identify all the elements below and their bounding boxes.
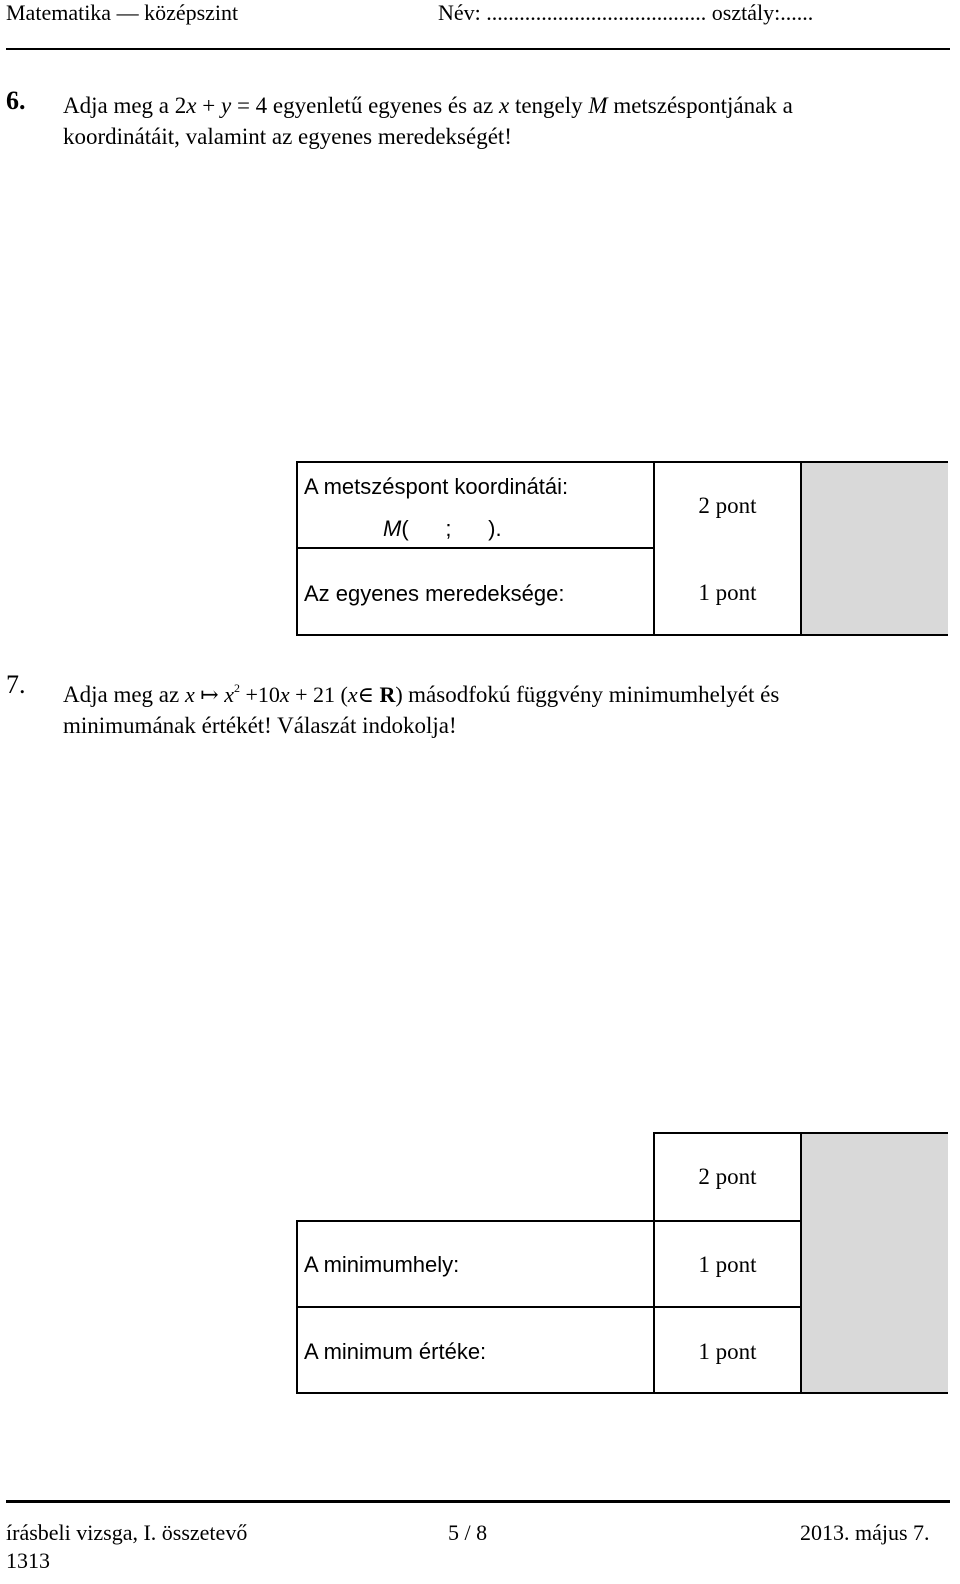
q7-score-divider	[653, 1306, 801, 1308]
header-name-class: Név: ........................................ osztály:......	[438, 0, 814, 25]
page-number: 5 / 8	[448, 1520, 488, 1545]
q6-answer-m-blank[interactable]	[383, 516, 502, 542]
q6-row-divider	[296, 547, 654, 549]
q7-score-2: 2 pont	[698, 1164, 757, 1189]
q7-text-part: Adja meg az	[63, 682, 185, 707]
q7-var-x: x	[184, 682, 195, 707]
q7-score-1a: 1 pont	[698, 1252, 757, 1277]
q6-text-part: Adja meg a 2	[63, 93, 187, 118]
question-6-line-1	[63, 90, 953, 121]
q7-formula-part: )	[395, 682, 403, 707]
q6-var-y: y	[220, 93, 232, 118]
footer-rule	[6, 1500, 950, 1503]
q6-var-x: x	[186, 93, 197, 118]
q7-row-divider	[296, 1306, 654, 1308]
question-6-number: 6.	[6, 86, 26, 115]
q7-answer-label-min-place: A minimumhely:	[304, 1252, 460, 1277]
q7-exponent: 2	[233, 681, 240, 695]
q6-var-m: M	[588, 93, 608, 118]
q6-text-part: tengely	[509, 93, 589, 118]
q7-formula	[185, 682, 408, 707]
q7-grader-box	[800, 1134, 948, 1392]
q7-text-part: másodfokú függvény minimumhelyét és	[408, 682, 780, 707]
q7-answer-label-min-value: A minimum értéke:	[304, 1339, 487, 1364]
header-subject: Matematika — középszint	[6, 0, 239, 25]
question-7-number: 7.	[6, 670, 26, 699]
element-of-icon: ∈	[357, 682, 374, 707]
q6-score-2: 2 pont	[698, 493, 757, 518]
question-6-text	[63, 90, 953, 152]
question-7-text	[63, 673, 953, 741]
q6-text-part: metszéspontjának a	[607, 93, 793, 118]
q6-text-part: +	[196, 93, 221, 118]
q7-var-x: x	[279, 682, 290, 707]
q7-var-x: x	[347, 682, 358, 707]
q6-text-part: = 4 egyenletű egyenes és az	[231, 93, 499, 118]
q6-answer-m: M	[383, 516, 402, 541]
question-7-line-1	[63, 673, 953, 710]
q6-answer-label-slope: Az egyenes meredeksége:	[304, 581, 565, 606]
question-6-line-2: koordinátáit, valamint az egyenes meredekségét!	[63, 124, 512, 149]
footer-date: 2013. május 7.	[800, 1520, 930, 1545]
q6-col-divider	[653, 461, 655, 636]
q6-var-x: x	[498, 93, 510, 118]
header-rule	[6, 48, 950, 50]
footer-exam-part: írásbeli vizsga, I. összetevő	[6, 1520, 248, 1545]
footer-code: 1313	[6, 1548, 50, 1573]
q7-reals-symbol: R	[379, 682, 396, 707]
q7-score-1b: 1 pont	[698, 1339, 757, 1364]
q6-answer-coords-blank: ( ; ).	[401, 516, 502, 541]
maps-to-icon: ↦	[200, 682, 219, 707]
q6-grader-box	[800, 463, 948, 634]
q7-var-x: x	[224, 682, 234, 707]
q6-score-1: 1 pont	[698, 580, 757, 605]
q6-answer-label-coordinates: A metszéspont koordinátái:	[304, 474, 569, 499]
q7-formula-part: +10	[245, 682, 280, 707]
q7-formula-part: + 21 (	[295, 682, 348, 707]
question-7-line-2: minimumának értékét! Válaszát indokolja!	[63, 713, 457, 738]
